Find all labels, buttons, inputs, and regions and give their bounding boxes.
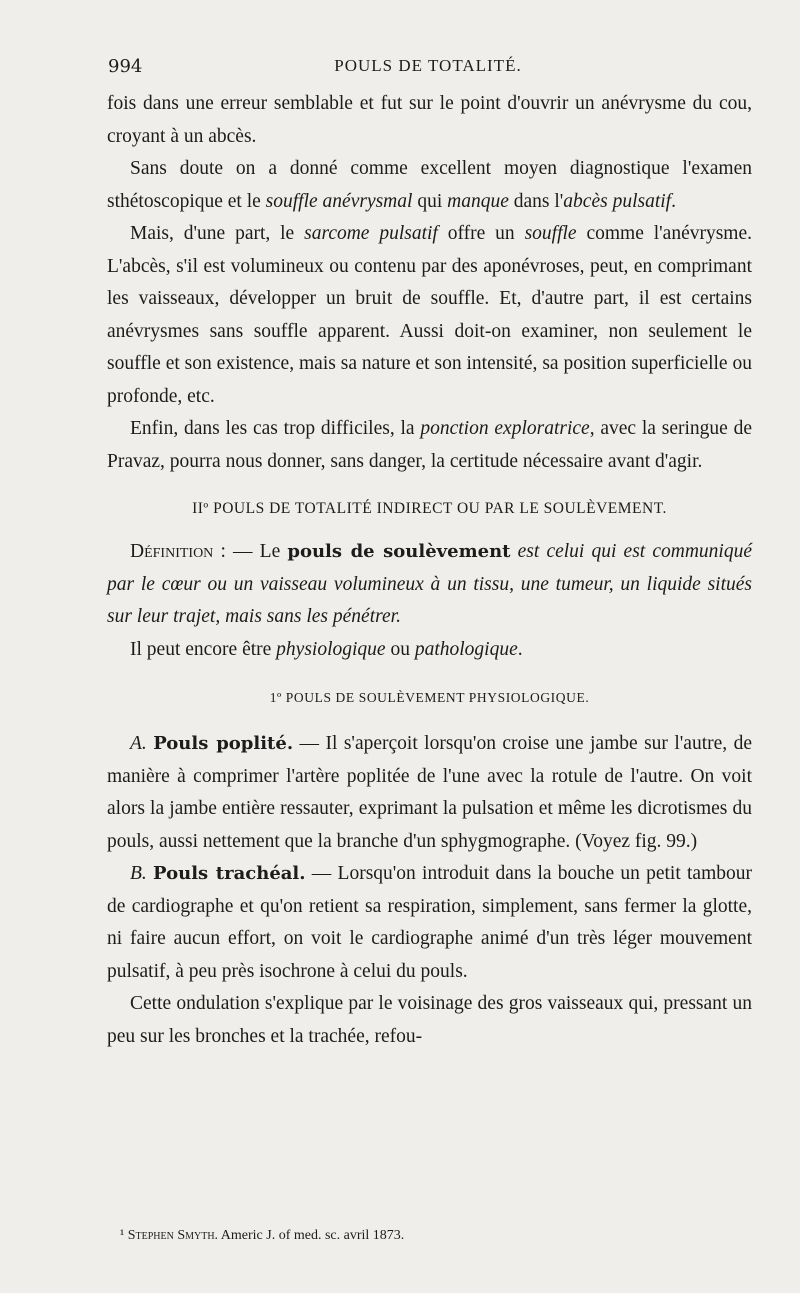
page-number: 994: [108, 56, 143, 77]
paragraph: Il peut encore être physiologique ou pathologique.: [130, 638, 523, 660]
footnote-marker: ¹: [120, 1228, 125, 1243]
footnote-text: Americ J. of med. sc. avril 1873.: [218, 1228, 405, 1243]
paragraph-b: B. Pouls trachéal. — Lorsqu'on introduit dans la bouche un petit tambour de cardiographe et qu'on retient sa respiration, simplement, sans fermer la glotte, ni faire aucun effort, on voit le cardiographe animé d'un très léger mouvement pulsatif, à peu près isochrone à celui du pouls.: [107, 863, 752, 982]
definition-label: Définition: [130, 541, 214, 562]
page-header: [108, 50, 748, 80]
running-title: POULS DE TOTALITÉ.: [334, 56, 522, 75]
paragraph: Mais, d'une part, le sarcome pulsatif offre un souffle comme l'anévrysme. L'abcès, s'il est volumineux ou contenu par des aponévroses, peut, en comprimant les vaisseaux, développer un bruit de souffle. Et, d'autre part, il est certains anévrysmes sans souffle apparent. Aussi doit-on examiner, non seulement le souffle et son existence, mais sa nature et son intensité, sa position superficielle ou profonde, etc.: [107, 223, 753, 407]
defined-term: pouls de soulèvement: [287, 541, 511, 562]
page-body: [107, 88, 752, 1053]
paragraph: fois dans une erreur semblable et fut sur le point d'ouvrir un anévrysme du cou, croyant à un abcès.: [107, 93, 752, 147]
paragraph: Cette ondulation s'explique par le voisinage des gros vaisseaux qui, pressant un peu sur les bronches et la trachée, refou-: [107, 993, 752, 1047]
item-letter: B.: [130, 863, 147, 884]
definition-paragraph: Définition : — Le pouls de soulèvement est celui qui est communiqué par le cœur ou un vaisseau volumineux à un tissu, une tumeur, un liquide situés sur leur trajet, mais sans les pénétrer.: [107, 541, 753, 627]
item-term: Pouls trachéal.: [153, 863, 306, 884]
item-term: Pouls poplité.: [153, 733, 294, 754]
section-title: IIº POULS DE TOTALITÉ INDIRECT OU PAR LE SOULÈVEMENT.: [192, 500, 667, 517]
paragraph-a: A. Pouls poplité. — Il s'aperçoit lorsqu'on croise une jambe sur l'autre, de manière à comprimer l'artère poplitée de l'une avec la rotule de l'autre. On voit alors la jambe entière ressauter, exprimant la pulsation et même les dicrotismes du pouls, aussi nettement que la branche d'un sphygmographe. (Voyez fig. 99.): [107, 733, 752, 852]
paragraph: Enfin, dans les cas trop difficiles, la ponction exploratrice, avec la seringue de Pravaz, pourra nous donner, sans danger, la certitude nécessaire avant d'agir.: [107, 418, 752, 472]
footnote: [120, 1228, 740, 1244]
footnote-author: Stephen Smyth.: [127, 1228, 219, 1243]
item-letter: A.: [130, 733, 147, 754]
paragraph: Sans doute on a donné comme excellent moyen diagnostique l'examen sthétoscopique et le souffle anévrysmal qui manque dans l'abcès pulsatif.: [107, 158, 752, 212]
subsection-title: 1º POULS DE SOULÈVEMENT PHYSIOLOGIQUE.: [269, 690, 590, 705]
